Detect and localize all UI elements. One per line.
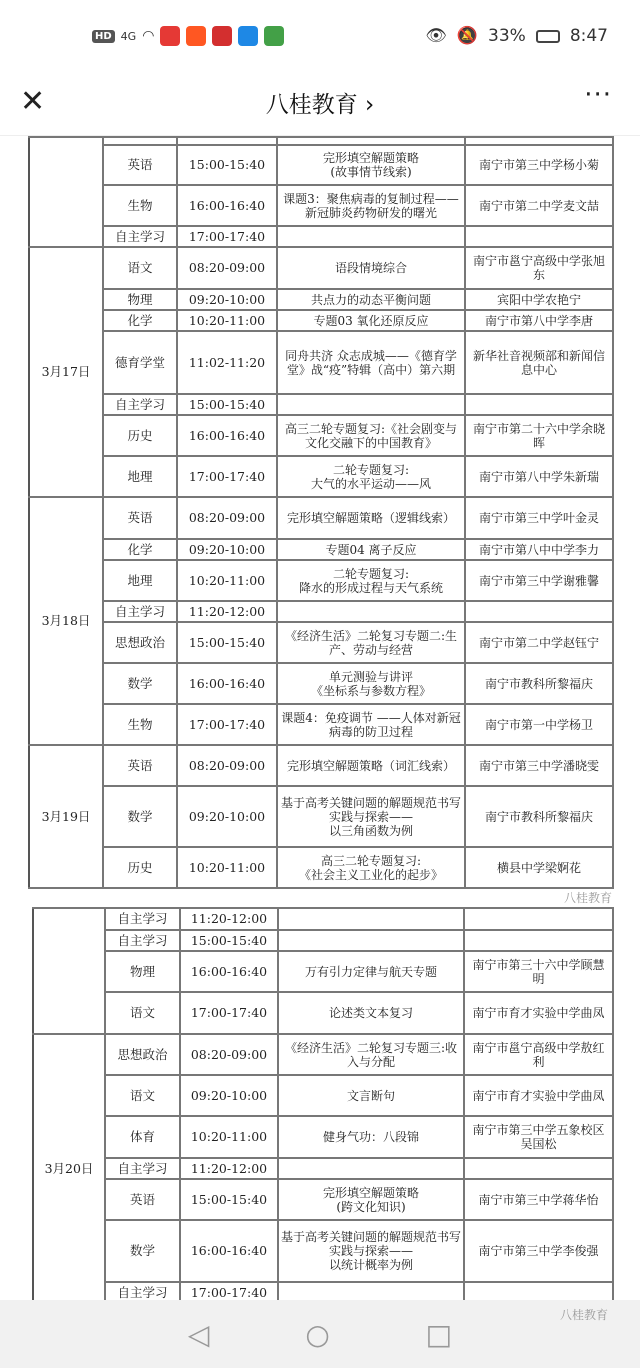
subject-cell: 历史 (103, 415, 177, 456)
topic-cell: 二轮专题复习: 降水的形成过程与天气系统 (277, 560, 465, 601)
subject-cell: 自主学习 (103, 226, 177, 247)
subject-cell: 化学 (103, 310, 177, 331)
topic-cell (277, 394, 465, 415)
recent-apps-button[interactable]: □ (425, 1317, 453, 1351)
subject-cell: 数学 (103, 663, 177, 704)
table-row (29, 247, 613, 289)
time-cell: 17:00-17:40 (177, 226, 277, 247)
time-cell: 09:20-10:00 (177, 786, 277, 847)
table-row (29, 560, 613, 601)
topic-cell: 二轮专题复习: 大气的水平运动——风 (277, 456, 465, 497)
watermark: 八桂教育 (560, 1308, 609, 1322)
table-row (29, 622, 613, 663)
subject-cell: 数学 (105, 1220, 180, 1282)
teacher-cell (464, 930, 613, 951)
teacher-cell (464, 1282, 613, 1300)
cloud-icon (238, 26, 258, 46)
time-cell: 09:20-10:00 (177, 289, 277, 310)
mute-bell-icon: 🔕 (456, 26, 479, 46)
topic-cell (277, 137, 465, 145)
signal-icon: 4G (120, 29, 137, 43)
table-row (29, 539, 613, 560)
table-row (29, 185, 613, 226)
close-icon[interactable]: ✕ (20, 84, 46, 119)
subject-cell: 英语 (105, 1179, 180, 1220)
topic-cell: 共点力的动态平衡问题 (277, 289, 465, 310)
time-cell: 15:00-15:40 (180, 1179, 278, 1220)
table-row (29, 704, 613, 745)
table-row (33, 1220, 613, 1282)
subject-cell: 德育学堂 (103, 331, 177, 394)
table-row (33, 1282, 613, 1300)
topic-cell: 专题04 离子反应 (277, 539, 465, 560)
subject-cell: 英语 (103, 145, 177, 185)
teacher-cell: 南宁市第三中学叶金灵 (465, 497, 613, 539)
teacher-cell: 横县中学梁婀花 (465, 847, 613, 888)
toutiao-icon (160, 26, 180, 46)
teacher-cell (465, 226, 613, 247)
topic-cell: 单元测验与讲评 《坐标系与参数方程》 (277, 663, 465, 704)
time-cell: 10:20-11:00 (177, 310, 277, 331)
table-row (29, 310, 613, 331)
topic-cell: 完形填空解题策略 (跨文化知识) (278, 1179, 464, 1220)
home-button[interactable]: ○ (305, 1317, 330, 1351)
topic-cell: 健身气功：八段锦 (278, 1116, 464, 1158)
table-row (29, 289, 613, 310)
teacher-cell: 南宁市第八中学朱新瑞 (465, 456, 613, 497)
topic-cell: 专题03 氧化还原反应 (277, 310, 465, 331)
table-row (33, 992, 613, 1034)
date-cell: 3月17日 (29, 247, 103, 497)
topic-cell: 万有引力定律与航天专题 (278, 951, 464, 992)
teacher-cell: 南宁市邕宁高级中学张旭东 (465, 247, 613, 289)
subject-cell: 英语 (103, 497, 177, 539)
topic-cell (278, 930, 464, 951)
teacher-cell: 南宁市第三中学谢雅馨 (465, 560, 613, 601)
table-row (29, 415, 613, 456)
teacher-cell (465, 601, 613, 622)
teacher-cell: 南宁市第八中中学李力 (465, 539, 613, 560)
subject-cell: 地理 (103, 456, 177, 497)
watermark: 八桂教育 (563, 891, 612, 905)
subject-cell: 自主学习 (105, 930, 180, 951)
teacher-cell: 南宁市邕宁高级中学敖红利 (464, 1034, 613, 1075)
time-cell: 10:20-11:00 (177, 560, 277, 601)
table-row (33, 1034, 613, 1075)
teacher-cell: 南宁市育才实验中学曲凤 (464, 992, 613, 1034)
teacher-cell: 宾阳中学农艳宁 (465, 289, 613, 310)
teacher-cell: 南宁市第二中学赵钰宁 (465, 622, 613, 663)
time-cell: 11:02-11:20 (177, 331, 277, 394)
time-cell: 16:00-16:40 (177, 185, 277, 226)
teacher-cell: 南宁市第八中学李唐 (465, 310, 613, 331)
subject-cell: 语文 (105, 1075, 180, 1116)
time-cell: 08:20-09:00 (177, 497, 277, 539)
subject-cell: 思想政治 (105, 1034, 180, 1075)
time-cell: 08:20-09:00 (177, 745, 277, 786)
table-row (33, 951, 613, 992)
time-cell: 15:00-15:40 (177, 145, 277, 185)
teacher-cell: 南宁市第三中学蒋华怡 (464, 1179, 613, 1220)
topic-cell: 高三二轮专题复习:《社会剧变与文化交融下的中国教育》 (277, 415, 465, 456)
topic-cell: 论述类文本复习 (278, 992, 464, 1034)
table-row (29, 663, 613, 704)
time-cell: 17:00-17:40 (180, 1282, 278, 1300)
teacher-cell: 南宁市育才实验中学曲凤 (464, 1075, 613, 1116)
topic-cell (278, 1158, 464, 1179)
date-cell: 3月20日 (33, 1034, 105, 1300)
subject-cell: 自主学习 (103, 601, 177, 622)
date-cell: 3月18日 (29, 497, 103, 745)
subject-cell: 地理 (103, 560, 177, 601)
subject-cell: 自主学习 (105, 1282, 180, 1300)
teacher-cell: 南宁市第三十六中学顾慧明 (464, 951, 613, 992)
back-button[interactable]: ◁ (187, 1317, 210, 1351)
time-cell: 09:20-10:00 (180, 1075, 278, 1116)
teacher-cell: 南宁市第二十六中学余晓晖 (465, 415, 613, 456)
schedule-table-1 (28, 136, 614, 889)
subject-cell (103, 137, 177, 145)
topic-cell (277, 601, 465, 622)
table-row (29, 456, 613, 497)
topic-cell (277, 226, 465, 247)
topic-cell: 完形填空解题策略（逻辑线索） (277, 497, 465, 539)
battery-icon (536, 30, 560, 43)
schedule-table-2 (32, 907, 614, 1300)
table-row (33, 1075, 613, 1116)
teacher-cell: 南宁市第二中学麦文喆 (465, 185, 613, 226)
table-row (33, 1158, 613, 1179)
status-bar (0, 0, 640, 70)
hd-badge: HD (92, 30, 115, 43)
time-cell: 10:20-11:00 (177, 847, 277, 888)
clock: 8:47 (569, 26, 608, 46)
table-row (29, 145, 613, 185)
table-row (29, 394, 613, 415)
subject-cell: 自主学习 (105, 1158, 180, 1179)
table-row (29, 786, 613, 847)
subject-cell: 化学 (103, 539, 177, 560)
subject-cell: 自主学习 (103, 394, 177, 415)
table-row (29, 497, 613, 539)
subject-cell: 语文 (103, 247, 177, 289)
topic-cell: 课题4：免疫调节 ——人体对新冠病毒的防卫过程 (277, 704, 465, 745)
topic-cell: 课题3：聚焦病毒的复制过程——新冠肺炎药物研发的曙光 (277, 185, 465, 226)
page-title[interactable]: 八桂教育 › (265, 92, 375, 118)
table-row (33, 908, 613, 930)
time-cell: 17:00-17:40 (177, 704, 277, 745)
topic-cell: 《经济生活》二轮复习专题三:收入与分配 (278, 1034, 464, 1075)
date-cell (29, 137, 103, 247)
table-row (29, 331, 613, 394)
time-cell: 11:20-12:00 (180, 908, 278, 930)
topic-cell (278, 1282, 464, 1300)
eye-icon: 👁 (425, 26, 447, 46)
app-icon (264, 26, 284, 46)
wifi-icon: ◠ (142, 28, 155, 44)
time-cell: 15:00-15:40 (177, 622, 277, 663)
topic-cell: 基于高考关键问题的解题规范书写实践与探索—— 以三角函数为例 (277, 786, 465, 847)
topic-cell (278, 908, 464, 930)
table-row (29, 226, 613, 247)
article-content[interactable] (0, 136, 640, 1300)
subject-cell: 语文 (105, 992, 180, 1034)
teacher-cell: 南宁市教科所黎福庆 (465, 663, 613, 704)
time-cell: 11:20-12:00 (177, 601, 277, 622)
date-cell: 3月19日 (29, 745, 103, 888)
time-cell: 11:20-12:00 (180, 1158, 278, 1179)
teacher-cell: 新华社音视频部和新闻信息中心 (465, 331, 613, 394)
subject-cell: 生物 (103, 704, 177, 745)
topic-cell: 完形填空解题策略（词汇线索） (277, 745, 465, 786)
time-cell: 16:00-16:40 (177, 415, 277, 456)
time-cell: 16:00-16:40 (177, 663, 277, 704)
subject-cell: 物理 (105, 951, 180, 992)
topic-cell: 文言断句 (278, 1075, 464, 1116)
teacher-cell (464, 908, 613, 930)
subject-cell: 历史 (103, 847, 177, 888)
subject-cell: 物理 (103, 289, 177, 310)
table-row (29, 847, 613, 888)
time-cell: 15:00-15:40 (180, 930, 278, 951)
time-cell: 16:00-16:40 (180, 1220, 278, 1282)
video-icon (186, 26, 206, 46)
topic-cell: 语段情境综合 (277, 247, 465, 289)
table-row (29, 601, 613, 622)
time-cell: 15:00-15:40 (177, 394, 277, 415)
topic-cell: 《经济生活》二轮复习专题二:生产、劳动与经营 (277, 622, 465, 663)
subject-cell: 思想政治 (103, 622, 177, 663)
time-cell: 17:00-17:40 (177, 456, 277, 497)
time-cell: 17:00-17:40 (180, 992, 278, 1034)
teacher-cell: 南宁市第三中学杨小菊 (465, 145, 613, 185)
subject-cell: 英语 (103, 745, 177, 786)
teacher-cell: 南宁市教科所黎福庆 (465, 786, 613, 847)
teacher-cell (465, 137, 613, 145)
date-cell (33, 908, 105, 1034)
topic-cell: 完形填空解题策略 (故事情节线索) (277, 145, 465, 185)
table-row (33, 930, 613, 951)
topic-cell: 同舟共济 众志成城——《德育学堂》战“疫”特辑（高中）第六期 (277, 331, 465, 394)
topic-cell: 高三二轮专题复习: 《社会主义工业化的起步》 (277, 847, 465, 888)
teacher-cell: 南宁市第三中学五象校区吴国松 (464, 1116, 613, 1158)
teacher-cell: 南宁市第三中学李俊强 (464, 1220, 613, 1282)
table-row (29, 137, 613, 145)
title-bar (0, 70, 640, 136)
teacher-cell: 南宁市第三中学潘晓雯 (465, 745, 613, 786)
time-cell: 09:20-10:00 (177, 539, 277, 560)
time-cell: 08:20-09:00 (180, 1034, 278, 1075)
table-row (33, 1116, 613, 1158)
battery-percent: 33% (488, 26, 526, 46)
system-nav-bar (0, 1300, 640, 1368)
subject-cell: 体育 (105, 1116, 180, 1158)
teacher-cell: 南宁市第一中学杨卫 (465, 704, 613, 745)
time-cell: 16:00-16:40 (180, 951, 278, 992)
time-cell: 08:20-09:00 (177, 247, 277, 289)
table-row (33, 1179, 613, 1220)
teacher-cell (465, 394, 613, 415)
subject-cell: 数学 (103, 786, 177, 847)
teacher-cell (464, 1158, 613, 1179)
time-cell (177, 137, 277, 145)
table-row (29, 745, 613, 786)
time-cell: 10:20-11:00 (180, 1116, 278, 1158)
topic-cell: 基于高考关键问题的解题规范书写实践与探索—— 以统计概率为例 (278, 1220, 464, 1282)
subject-cell: 生物 (103, 185, 177, 226)
more-icon[interactable]: ··· (584, 80, 612, 110)
game-icon (212, 26, 232, 46)
subject-cell: 自主学习 (105, 908, 180, 930)
